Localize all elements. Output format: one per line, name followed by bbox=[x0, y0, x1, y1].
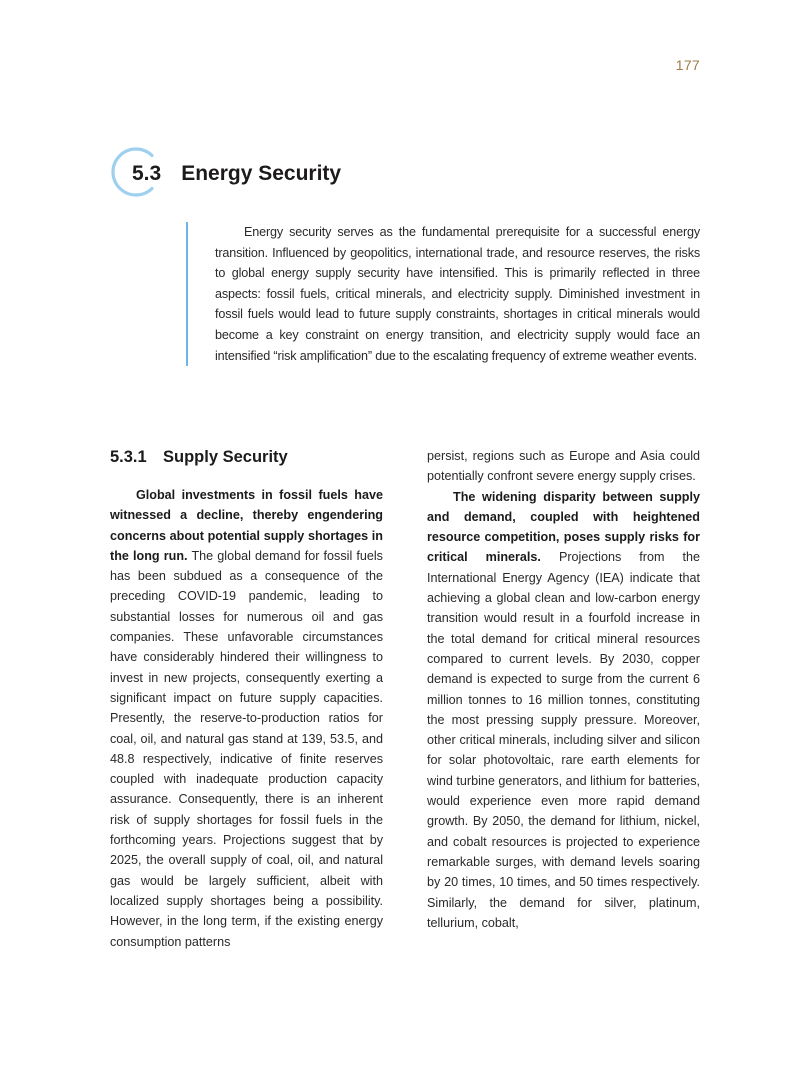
section-number: 5.3 bbox=[132, 162, 162, 185]
paragraph-fossil-fuels-continued: persist, regions such as Europe and Asia could potentially confront severe energy supply crises. bbox=[427, 449, 700, 484]
section-abstract bbox=[186, 222, 700, 366]
paragraph-lead: The widening disparity between supply and demand, coupled with heightened resource competition, poses supply risks for critical minerals. bbox=[427, 489, 700, 565]
paragraph-body: Projections from the International Energy Agency (IEA) indicate that achieving a global clean and low-carbon energy transition would result in a fourfold increase in the total demand for critical mineral resources compared to current levels. By 2030, copper demand is expected to surge from the current 6 million tonnes to 16 million tonnes, constituting the most pressing supply pressure. Moreover, other critical minerals, including silver and silicon for solar photovoltaic, rare earth elements for wind turbine generators, and lithium for batteries, would experience even more rapid demand growth. By 2050, the demand for lithium, nickel, and cobalt resources is projected to experience remarkable surges, with demand levels soaring by 20 times, 10 times, and 50 times respectively. Similarly, the demand for silver, platinum, tellurium, cobalt, bbox=[427, 550, 701, 930]
abstract-text: Energy security serves as the fundamental prerequisite for a successful energy transition. Influenced by geopolitics, international trade, and resource reserves, the risks to global energy supply security have intensified. This is primarily reflected in three aspects: fossil fuels, critical minerals, and electricity supply. Diminished investment in fossil fuels would lead to future supply constraints, shortages in critical minerals would become a key constraint on energy transition, and electricity supply would face an intensified “risk amplification” due to the escalating frequency of extreme weather events. bbox=[215, 225, 700, 363]
left-column bbox=[110, 446, 383, 952]
subsection-number: 5.3.1 bbox=[110, 448, 147, 466]
paragraph-lead: Global investments in fossil fuels have witnessed a decline, thereby engendering concerns about potential supply shortages in the long run. bbox=[110, 488, 383, 563]
paragraph-fossil-fuels bbox=[110, 485, 383, 952]
paragraph-critical-minerals bbox=[427, 487, 700, 934]
section-title: Energy Security bbox=[181, 162, 342, 185]
subsection-heading bbox=[110, 446, 383, 468]
subsection-title: Supply Security bbox=[163, 448, 288, 466]
section-heading bbox=[108, 146, 341, 202]
paragraph-body: The global demand for fossil fuels has been subdued as a consequence of the preceding COVID-19 pandemic, leading to substantial losses for numerous oil and gas companies. These unfavorable circumstances have considerably hindered their willingness to invest in new projects, consequently exerting a significant impact on future supply capacities. Presently, the reserve-to-production ratios for coal, oil, and natural gas stand at 139, 53.5, and 48.8 respectively, indicative of finite reserves coupled with inadequate production capacity assurance. Consequently, there is an inherent risk of supply shortages for fossil fuels in the forthcoming years. Projections suggest that by 2025, the overall supply of coal, oil, and natural gas would be largely sufficient, albeit with localized supply shortages being a possibility. However, in the long term, if the existing energy consumption patterns bbox=[110, 548, 383, 949]
right-column bbox=[427, 446, 700, 933]
page-number: 177 bbox=[675, 57, 700, 73]
